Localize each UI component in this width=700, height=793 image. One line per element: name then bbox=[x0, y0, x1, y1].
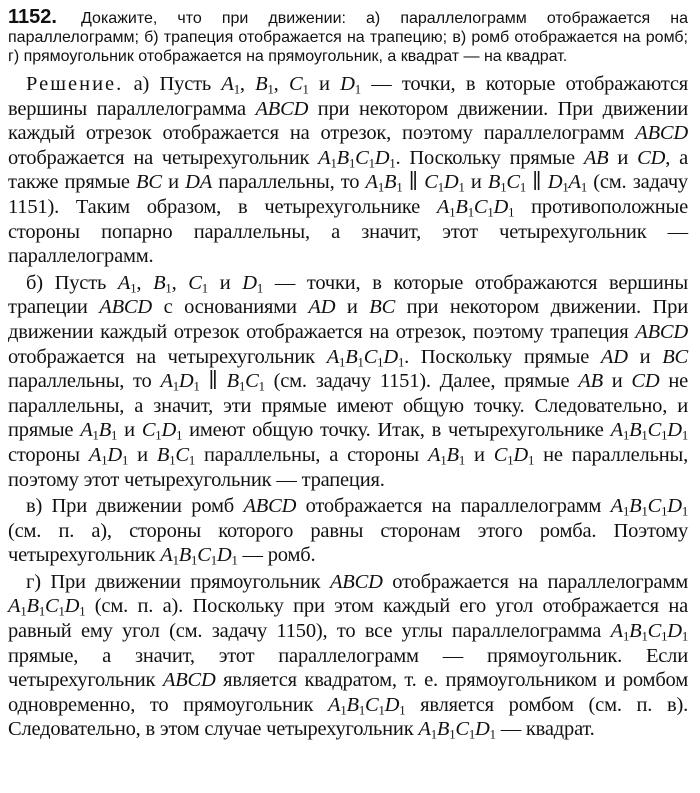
solution-paragraph-b bbox=[8, 271, 688, 492]
solution-paragraph-a bbox=[8, 72, 688, 269]
solution-text-b: б) Пусть $A_1$, $B_1$, $C_1$ и $D_1$ — точки, в которые отображаются вершины трапеции ABCD с основаниями AD и BC при некотором движении. При движении каждый отрезок отображается на отрезок, поэтому трапеция ABCD отображается на четырехугольник $A_1B_1C_1D_1$. Поскольку прямые AD и BC параллельны, то $A_1D_1$ ∥ $B_1C_1$ (см. задачу 1151). Далее, прямые AB и CD не параллельны, а значит, эти прямые имеют общую точку. Следовательно, и прямые $A_1B_1$ и $C_1D_1$ имеют общую точку. Итак, в четырехугольнике $A_1B_1C_1D_1$ стороны $A_1D_1$ и $B_1C_1$ параллельны, а стороны $A_1B_1$ и $C_1D_1$ не параллельны, поэтому этот четырехугольник — трапеция. bbox=[8, 271, 689, 491]
solution-label: Решение. bbox=[26, 73, 124, 95]
problem-text: Докажите, что при движении: а) параллелограмм отображается на параллелограмм; б) трапеция отображается на трапецию; в) ромб отображается на ромб; г) прямоугольник отображается на прямоугольник, а квадрат — на квадрат. bbox=[8, 10, 688, 65]
problem-statement bbox=[8, 8, 688, 66]
problem-number: 1152. bbox=[8, 6, 57, 28]
solution-text-a: а) Пусть $A_1$, $B_1$, $C_1$ и $D_1$ — точки, в которые отображаются вершины параллелограмма ABCD при некотором движении. При движении каждый отрезок отображается на отрезок, поэтому параллелограмм ABCD отображается на четырехугольник $A_1B_1C_1D_1$. Поскольку прямые AB и CD, а также прямые BC и DA параллельны, то $A_1B_1$ ∥ $C_1D_1$ и $B_1C_1$ ∥ $D_1A_1$ (см. задачу 1151). Таким образом, в четырехугольнике $A_1B_1C_1D_1$ противоположные стороны попарно параллельны, а значит, этот четырехугольник — параллелограмм. bbox=[8, 73, 689, 268]
solution-paragraph-d bbox=[8, 570, 688, 742]
solution-text-d: г) При движении прямоугольник ABCD отображается на параллелограмм $A_1B_1C_1D_1$ (см. п. а). Поскольку при этом каждый его угол отображается на равный ему угол (см. задачу 1150), то все углы параллелограмма $A_1B_1C_1D_1$ прямые, а значит, этот параллелограмм — прямоугольник. Если четырехугольник ABCD является квадратом, т. е. прямоугольником и ромбом одновременно, то прямоугольник $A_1B_1C_1D_1$ является ромбом (см. п. в). Следовательно, в этом случае четырехугольник $A_1B_1C_1D_1$ — квадрат. bbox=[8, 570, 688, 742]
solution-paragraph-c bbox=[8, 494, 688, 568]
solution-text-c: в) При движении ромб ABCD отображается на параллелограмм $A_1B_1C_1D_1$ (см. п. а), стороны которого равны сторонам этого ромба. Поэтому четырехугольник $A_1B_1C_1D_1$ — ромб. bbox=[8, 495, 688, 568]
solution bbox=[8, 72, 688, 742]
